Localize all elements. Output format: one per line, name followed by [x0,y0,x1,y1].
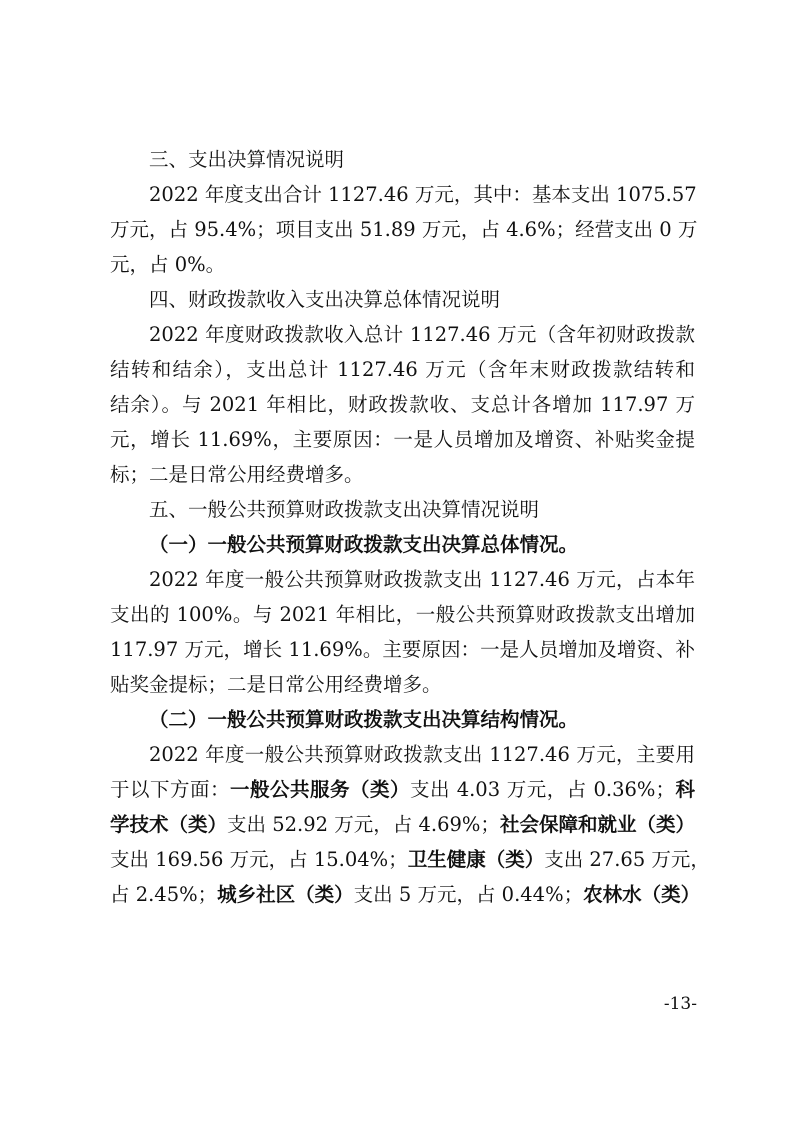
text-run: 支出 52.92 万元，占 4.69%； [227,813,500,836]
paragraph-line [110,807,695,842]
paragraph-line [110,772,695,807]
paragraph-line: 117.97 万元，增长 11.69%。主要原因：一是人员增加及增资、补 [110,638,695,661]
subsection-heading-overall: （一）一般公共预算财政拨款支出决算总体情况。 [149,533,579,556]
page-number: -13- [663,994,697,1014]
text-run: 支出 5 万元，占 0.44%； [353,883,584,906]
category-name: 社会保障和就业（类） [499,813,695,836]
paragraph-line: 元，占 0%。 [110,253,226,276]
paragraph-line: 万元，占 95.4%；项目支出 51.89 万元，占 4.6%；经营支出 0 万 [110,218,698,241]
paragraph-line: 2022 年度支出合计 1127.46 万元，其中：基本支出 1075.57 [149,183,697,206]
paragraph-line: 2022 年度财政拨款收入总计 1127.46 万元（含年初财政拨款 [149,323,695,346]
document-body [110,142,710,912]
category-name: 一般公共服务（类） [230,778,410,801]
text-run: 支出 169.56 万元，占 15.04%； [110,848,408,871]
paragraph-line: 2022 年度一般公共预算财政拨款支出 1127.46 万元，主要用 [149,743,695,766]
paragraph-line [110,877,701,912]
section-heading-fiscal-overall: 四、财政拨款收入支出决算总体情况说明 [149,288,501,311]
paragraph-line: 标；二是日常公用经费增多。 [110,463,364,486]
paragraph-line: 贴奖金提标；二是日常公用经费增多。 [110,673,442,696]
paragraph-line: 结转和结余），支出总计 1127.46 万元（含年末财政拨款结转和 [110,358,695,381]
category-name: 学技术（类） [110,813,228,836]
section-heading-general-budget: 五、一般公共预算财政拨款支出决算情况说明 [149,498,540,521]
text-run: 支出 27.65 万元， [544,848,710,871]
paragraph-line: 结余）。与 2021 年相比，财政拨款收、支总计各增加 117.97 万 [110,393,695,416]
paragraph-line: 2022 年度一般公共预算财政拨款支出 1127.46 万元，占本年 [149,568,695,591]
paragraph-line: 支出的 100%。与 2021 年相比，一般公共预算财政拨款支出增加 [110,603,695,626]
text-run: 于以下方面： [110,778,230,801]
section-heading-expenditure: 三、支出决算情况说明 [149,148,345,171]
paragraph-line [110,842,710,877]
category-name: 农林水（类） [583,883,701,906]
subsection-heading-structure: （二）一般公共预算财政拨款支出决算结构情况。 [149,708,579,731]
text-run: 占 2.45%； [110,883,218,906]
text-run: 支出 4.03 万元，占 0.36%； [410,778,675,801]
paragraph-line: 元，增长 11.69%，主要原因：一是人员增加及增资、补贴奖金提 [110,428,695,451]
category-name: 卫生健康（类） [407,848,545,871]
category-name: 城乡社区（类） [217,883,354,906]
category-name: 科 [674,778,695,801]
